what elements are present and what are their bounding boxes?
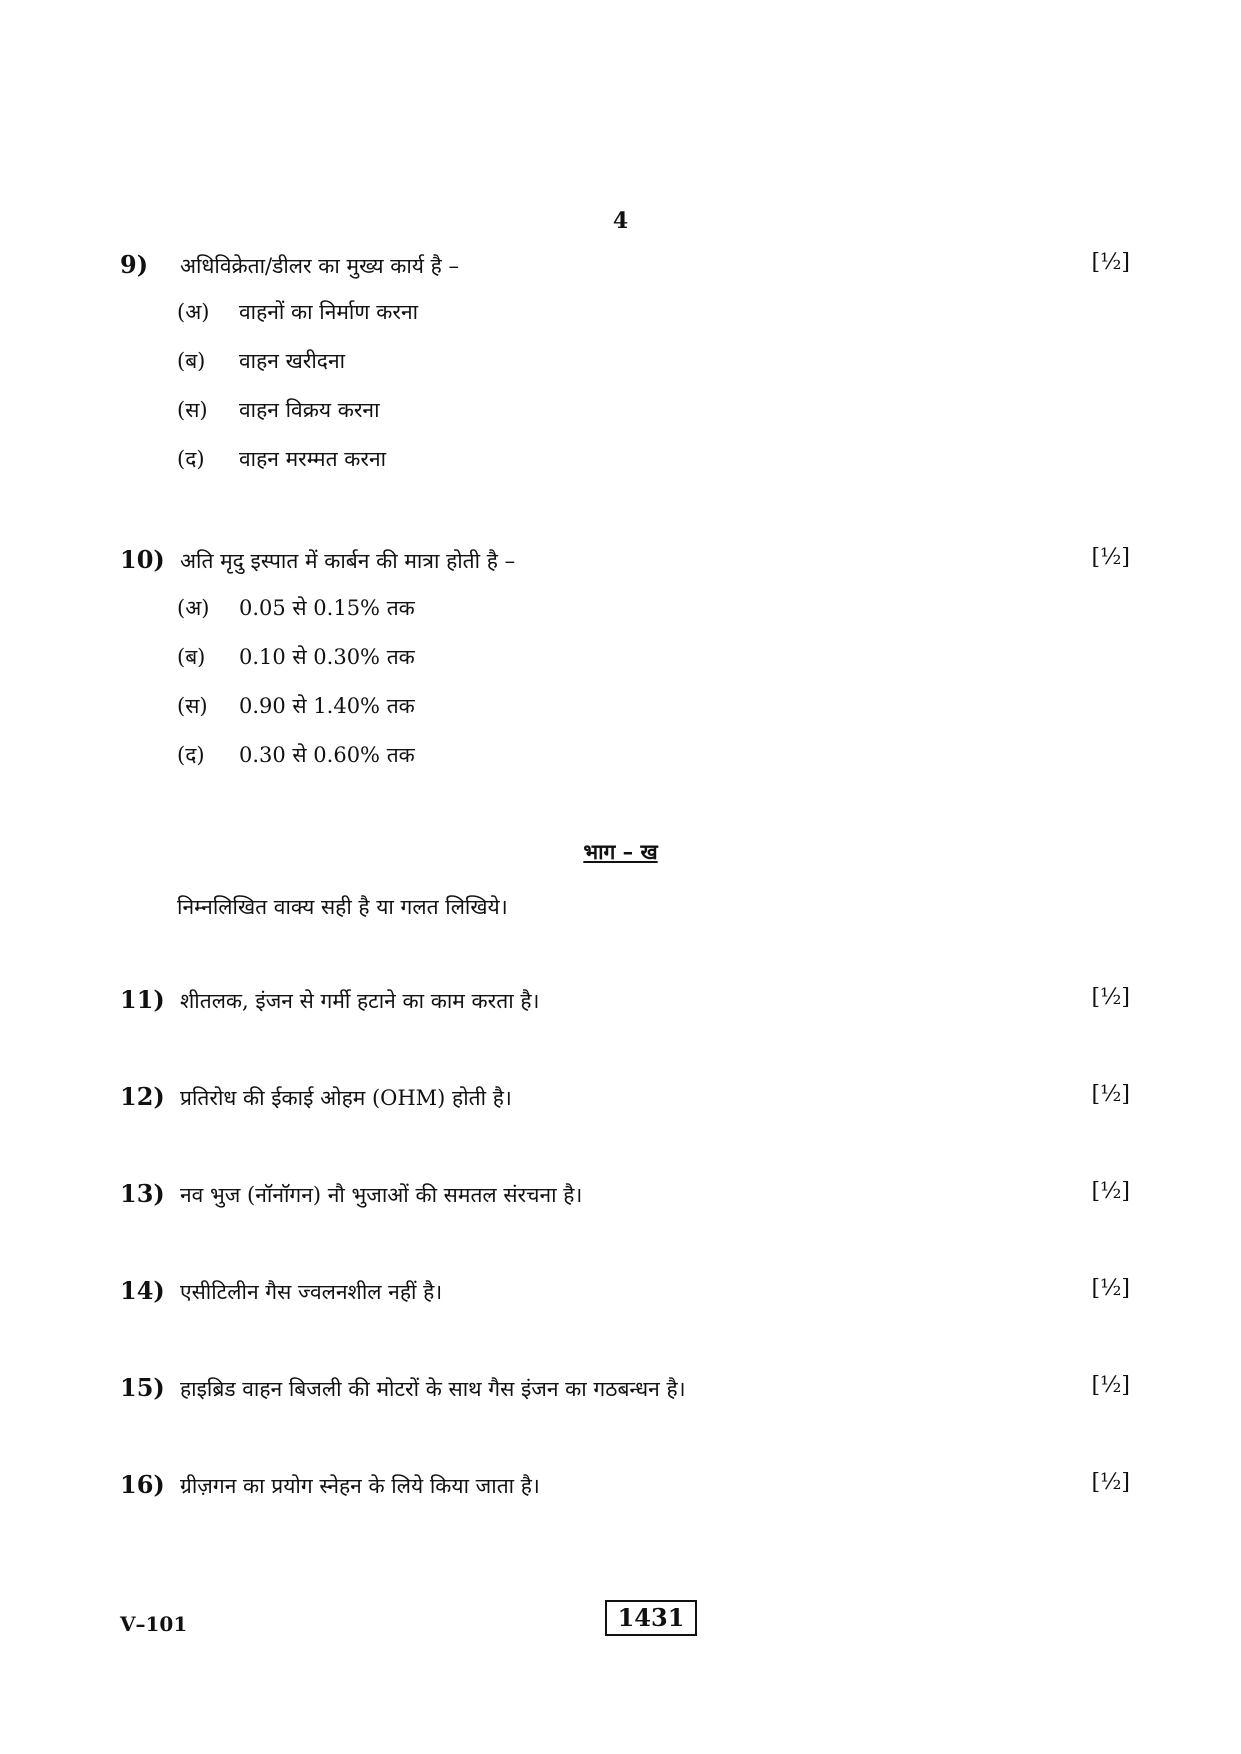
option: [177, 741, 415, 769]
option-label: (द): [177, 447, 205, 471]
option: [177, 643, 415, 671]
question-number: 14): [120, 1276, 165, 1305]
option: [177, 445, 386, 473]
question-number: 15): [120, 1373, 165, 1402]
question-text: हाइब्रिड वाहन बिजली की मोटरों के साथ गैस इंजन का गठबन्धन है।: [180, 1377, 686, 1401]
marks: [½]: [1091, 545, 1130, 570]
question-text: प्रतिरोध की ईकाई ओहम (OHM) होती है।: [180, 1086, 512, 1110]
option-text: वाहनों का निर्माण करना: [239, 300, 419, 324]
marks: [½]: [1091, 250, 1130, 275]
option-text: 0.10 से 0.30% तक: [239, 645, 415, 669]
option-text: वाहन विक्रय करना: [239, 398, 380, 422]
option: [177, 594, 415, 622]
question-number: 9): [120, 250, 149, 279]
option: [177, 347, 345, 375]
question-number: 13): [120, 1179, 165, 1208]
question-text: अति मृदु इस्पात में कार्बन की मात्रा होती है –: [180, 549, 516, 573]
paper-code: V–101: [120, 1612, 188, 1636]
option-text: वाहन मरम्मत करना: [239, 447, 387, 471]
marks: [½]: [1091, 1470, 1130, 1495]
question-text: नव भुज (नॉनॉगन) नौ भुजाओं की समतल संरचना है।: [180, 1183, 583, 1207]
option-text: 0.05 से 0.15% तक: [239, 596, 415, 620]
question-number: 12): [120, 1082, 165, 1111]
question-text: एसीटिलीन गैस ज्वलनशील नहीं है।: [180, 1280, 443, 1304]
option: [177, 396, 380, 424]
question-text: ग्रीज़गन का प्रयोग स्नेहन के लिये किया जाता है।: [180, 1474, 540, 1498]
option: [177, 692, 415, 720]
option: [177, 298, 418, 326]
option-label: (स): [177, 398, 208, 422]
option-label: (अ): [177, 596, 210, 620]
section-instruction: निम्नलिखित वाक्य सही है या गलत लिखिये।: [177, 895, 508, 919]
option-label: (ब): [177, 349, 206, 373]
option-label: (अ): [177, 300, 210, 324]
boxed-page-code: 1431: [605, 1600, 697, 1636]
option-text: वाहन खरीदना: [239, 349, 346, 373]
option-label: (द): [177, 743, 205, 767]
question-text: अधिविक्रेता/डीलर का मुख्य कार्य है –: [180, 254, 459, 278]
option-label: (स): [177, 694, 208, 718]
marks: [½]: [1091, 1082, 1130, 1107]
question-text: शीतलक, इंजन से गर्मी हटाने का काम करता है।: [180, 989, 540, 1013]
question-number: 10): [120, 545, 165, 574]
question-number: 16): [120, 1470, 165, 1499]
question-number: 11): [120, 985, 165, 1014]
option-label: (ब): [177, 645, 206, 669]
marks: [½]: [1091, 1373, 1130, 1398]
option-text: 0.90 से 1.40% तक: [239, 694, 415, 718]
marks: [½]: [1091, 985, 1130, 1010]
marks: [½]: [1091, 1276, 1130, 1301]
marks: [½]: [1091, 1179, 1130, 1204]
option-text: 0.30 से 0.60% तक: [239, 743, 415, 767]
section-title: भाग – ख: [583, 839, 658, 864]
page-number: 4: [612, 208, 629, 234]
